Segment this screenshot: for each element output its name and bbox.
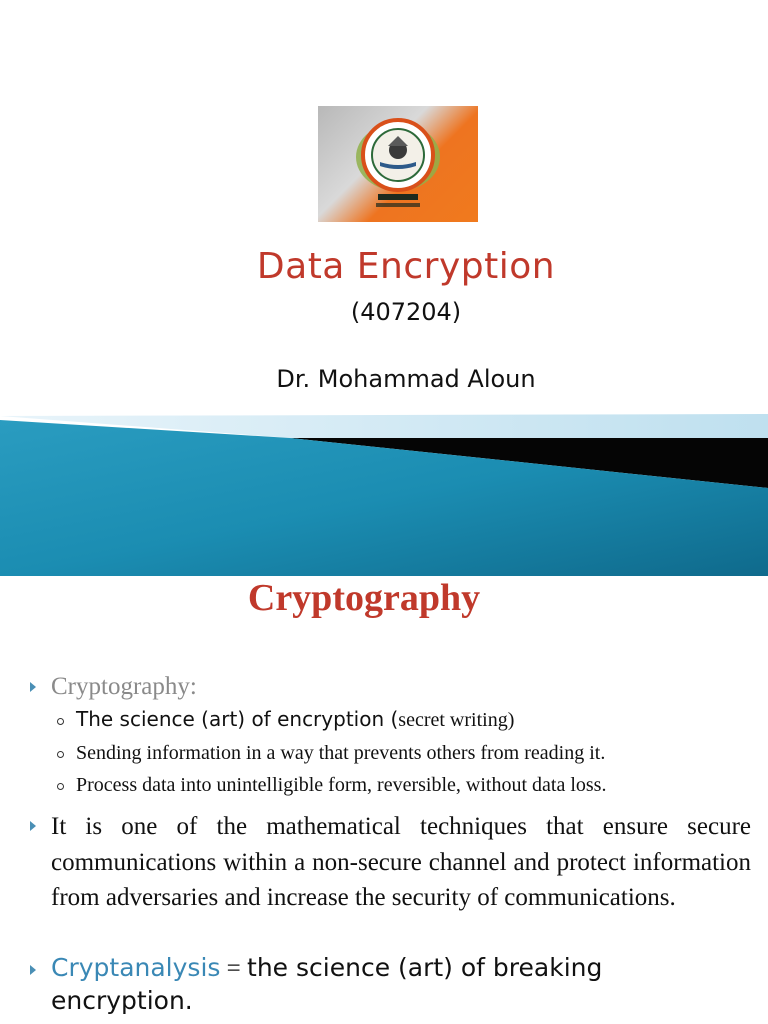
sub-bullet-1-tail: secret writing) (398, 709, 515, 731)
sub-bullet-3: Process data into unintelligible form, reversible, without data loss. (76, 774, 607, 796)
university-logo (318, 106, 478, 222)
bullet-arrow-icon (30, 682, 36, 692)
course-code: (407204) (350, 298, 462, 326)
decorative-wave-band (0, 408, 768, 576)
bullet-arrow-icon (30, 821, 36, 831)
author-name: Dr. Mohammad Aloun (276, 365, 536, 393)
presentation-title: Data Encryption (256, 246, 556, 287)
logo-emblem-icon (318, 106, 478, 222)
sub-bullet-2: Sending information in a way that prevents others from reading it. (76, 742, 606, 764)
bullet-cryptanalysis (51, 952, 751, 1017)
sub-bullet-1-main: The science (art) of encryption ( (76, 707, 399, 731)
sub-bullet-1 (76, 707, 514, 732)
bullet-paragraph-techniques: It is one of the mathematical techniques that ensure secure communications within a non-secure channel and protect information from adversaries and increase the security of communications. (51, 813, 751, 911)
bullet-arrow-icon (30, 965, 36, 975)
content-slide (0, 576, 768, 1024)
sub-bullet-circle-icon (57, 751, 64, 758)
sub-bullet-circle-icon (57, 783, 64, 790)
sub-bullet-circle-icon (57, 718, 64, 725)
slide-title: Cryptography (247, 577, 481, 619)
cryptanalysis-term: Cryptanalysis (51, 953, 221, 982)
cryptanalysis-definition: the science (art) of breaking encryption. (51, 953, 603, 1015)
bullet-label-cryptography: Cryptography: (51, 673, 197, 700)
cryptanalysis-equals: = (220, 955, 248, 982)
